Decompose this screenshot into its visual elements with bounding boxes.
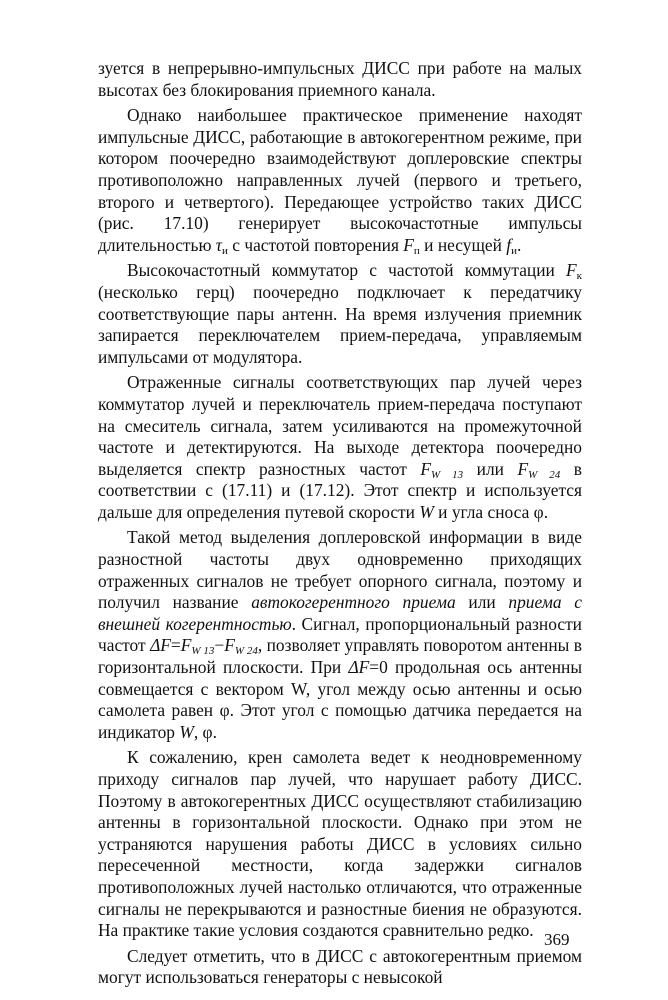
paragraph-roll: К сожалению, крен самолета ведет к неодновременному приходу сигналов пар лучей, что нарушает работу ДИСС. Поэтому в автокогерентных ДИСС осуществляют стабилизацию антенны в горизонтальной плоскости. Однако при этом не устраняются нарушения работы ДИСС в условиях сильно пересеченной местности, когда задержки сигналов противоположных лучей настолько отличаются, что отраженные сигналы не перекрываются и разностные биения не образуются. На практике такие условия создаются сравнительно редко. <box>98 747 582 941</box>
paragraph-continuation: зуется в непрерывно-импульсных ДИСС при работе на малых высотах без блокирования приемного канала. <box>98 58 582 100</box>
text-run: . Сигнал, пропорциональный разности частот <box>98 613 582 656</box>
paragraph-note: Следует отметить, что в ДИСС с автокогерентным приемом могут использоваться генераторы с невысокой <box>98 945 582 988</box>
text-run: =0 <box>369 657 388 678</box>
subscript: W 13 <box>191 645 215 658</box>
subscript: к <box>576 270 582 283</box>
subscript: п <box>413 244 420 257</box>
subscript: W 24 <box>528 468 561 481</box>
symbol-f-w24: F <box>224 635 235 656</box>
text-run: − <box>214 635 225 656</box>
text-run: и несущей <box>419 234 507 255</box>
symbol-delta-f: ΔF <box>348 657 370 678</box>
symbol-f-commutation: F <box>566 260 577 281</box>
text-run: , позволяет управлять поворотом антенны в горизонтальной плоскости. При <box>98 635 582 678</box>
paragraph-reflected-signals <box>98 372 582 523</box>
symbol-w: W <box>419 501 434 522</box>
symbol-f-w24: F <box>517 458 529 479</box>
symbol-delta-f: ΔF <box>150 635 171 656</box>
text-run: в соответствии с (17.11) и (17.12). Этот спектр и используется дальше для определения путевой скорости <box>98 458 582 522</box>
term-autocoherent-reception: автокогерентного приема <box>251 592 456 613</box>
subscript: и <box>222 244 228 257</box>
text-run: или <box>463 458 518 479</box>
text-run: , φ. <box>193 721 217 742</box>
text-run: Высокочастотный коммутатор с частотой коммутации <box>127 260 567 281</box>
symbol-f-repetition: F <box>403 234 414 255</box>
symbol-f-w13: F <box>180 635 192 656</box>
text-run: Отраженные сигналы соответствующих пар лучей через коммутатор лучей и переключатель прием-передача поступают на смеситель сигнала, затем усиливаются на промежуточной частоте и детектируются. На выходе детектора поочередно выделяется спектр разностных частот <box>98 372 582 479</box>
text-run: продольная ось антенны совмещается с вектором W, угол между осью антенны и осью самолета равен φ. Этот угол с помощью датчика передается на индикатор <box>98 657 582 742</box>
paragraph-autocoherent-mode <box>98 105 582 256</box>
paragraph-commutator <box>98 260 582 368</box>
document-page <box>98 58 582 989</box>
symbol-tau: τ <box>215 234 223 255</box>
paragraph-method <box>98 527 582 743</box>
subscript: W 13 <box>431 468 464 481</box>
text-run: = <box>170 635 181 656</box>
symbol-w: W <box>179 721 194 742</box>
page-number: 369 <box>544 930 570 949</box>
text-run: Такой метод выделения доплеровской информации в виде разностной частоты двух одновременно приходящих отраженных сигналов не требует опорного сигнала, поэтому и получил название <box>98 527 582 613</box>
subscript: W 24 <box>234 645 258 658</box>
subscript: и <box>511 244 517 257</box>
text-run: Однако наибольшее практическое применение находят импульсные ДИСС, работающие в автокогерентном режиме, при котором поочередно взаимодействуют доплеровские спектры противоположно направленных лучей (первого и третьего, второго и четвертого). Передающее устройство таких ДИСС (рис. 17.10) генерирует высокочастотные импульсы длительностью <box>98 105 582 255</box>
term-external-coherence: приема с внешней когерентностью <box>98 592 582 634</box>
text-run: . <box>516 234 522 255</box>
text-run: (несколько герц) поочередно подключает к передатчику соответствующие пары антенн. На время излучения приемник запирается переключателем прием-передача, управляемым импульсами от модулятора. <box>98 281 582 367</box>
text-run: и угла сноса φ. <box>433 501 549 522</box>
symbol-f-w13: F <box>420 458 431 479</box>
text-run: или <box>455 592 509 613</box>
text-run: с частотой повторения <box>227 234 404 255</box>
symbol-f-carrier: f <box>506 234 512 255</box>
